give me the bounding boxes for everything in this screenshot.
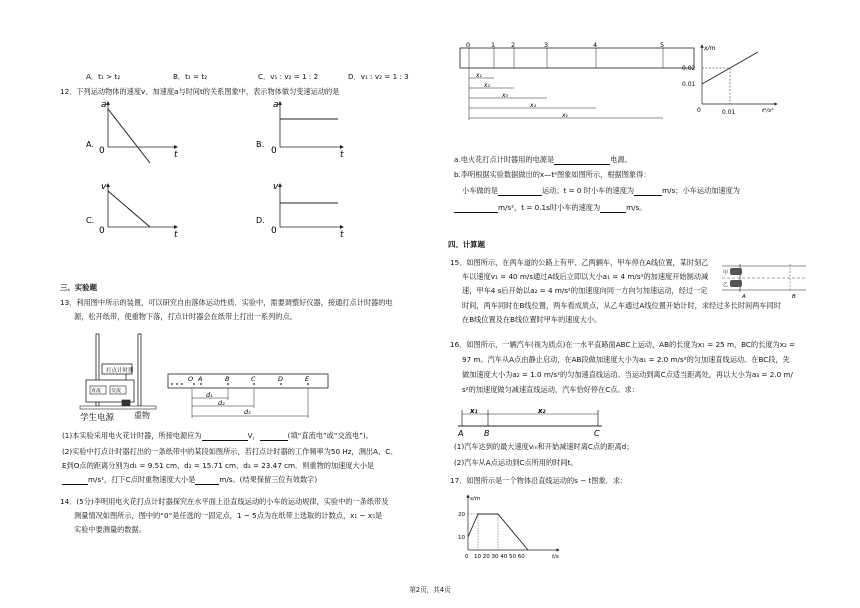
graph-a <box>86 100 178 163</box>
q17-xlabel: t/s <box>552 554 559 560</box>
q14-graph-xlabel: t²/s² <box>762 108 774 114</box>
graph-b <box>256 100 344 160</box>
q16-fig-x1: x₁ <box>470 407 478 415</box>
q13-part-2-line-3: m/s²，打下C点时重物速度大小是 m/s。(结果保留三位有效数字) <box>62 475 317 485</box>
tape-label-e: E <box>305 375 310 383</box>
q17-xticks-row: 10 20 30 40 50 60 <box>474 554 525 560</box>
fig-dc-label: 直流 <box>91 388 102 394</box>
q15-line-5: 在B线位置及在B线位置时甲车的速度大小。 <box>462 315 602 324</box>
q16-line-4: s²的加速度做匀减速直线运动，汽车恰好停在C点。求： <box>462 385 639 394</box>
graph-d <box>256 182 344 240</box>
page-footer: 第2页，共4页 <box>409 586 451 594</box>
graph-b-label: B. <box>256 140 265 149</box>
q16-fig-c: C <box>594 429 600 438</box>
q15-fig-a: A <box>742 294 746 300</box>
q14-graph-origin: 0 <box>697 107 701 114</box>
section-4-title: 四、计算题 <box>448 240 485 249</box>
q13-part-1: (1)本实验采用电火花计时器，所接电源应为 V， (填“直流电”或“交流电”)。 <box>62 431 373 440</box>
graph-a-origin: 0 <box>99 146 105 156</box>
graph-b-t: t <box>340 150 344 160</box>
q15-line-1: 15．如图所示，在两车道的公路上有甲、乙两辆车，甲车停在A线位置，某时刻乙 <box>450 258 709 267</box>
q16-fig-a: A <box>458 429 464 438</box>
fig-ac-label: 交流 <box>111 388 122 394</box>
tape-d1: d₁ <box>206 391 213 399</box>
tape-label-o: O <box>188 375 194 383</box>
q14-line-1: 14．(5分)李明用电火花打点计时器探究在水平面上沿直线运动的小车的运动规律，实验中的一条纸带及 <box>60 497 389 506</box>
q16-segment-figure <box>456 404 606 438</box>
q14-line-2: 测量情况如图所示，图中的“0”是任选的一固定点，1 ~ 5点为在纸带上选取的计数点，x₁ ~ x₅是 <box>74 511 383 520</box>
graph-d-axis: v <box>273 182 279 192</box>
q13-apparatus-figure <box>78 326 168 424</box>
q13-part-2-line-1: (2)实验中打点计时器打出的一条纸带中的某段如图所示，若打点计时器的工作频率为50 Hz，测出A、C、 <box>62 447 398 456</box>
q13-line-2: 源，松开纸带，使重物下落，打点计时器会在纸带上打出一系列的点。 <box>74 312 297 321</box>
tape-label-d: D <box>278 375 284 383</box>
graph-c <box>86 182 178 240</box>
q16-fig-b: B <box>484 429 490 438</box>
q14-tape-num-1: 1 <box>491 41 496 49</box>
q14-part-c: 小车做的是 运动；t = 0 时小车的速度为 m/s；小车运动加速度为 <box>462 186 740 195</box>
q14-x5: x₅ <box>562 112 568 119</box>
graph-c-label: C. <box>86 216 95 225</box>
q12-graphs <box>58 97 358 247</box>
q13-tape-figure <box>166 372 331 422</box>
fig-timer-label: 打点计时器 <box>106 368 134 374</box>
q14-tape-num-4: 4 <box>593 41 598 49</box>
q17-line: 17．如图所示是一个物体沿直线运动的s − t图象．求： <box>450 476 628 485</box>
graph-a-t: t <box>174 150 178 160</box>
q16-line-1: 16．如图所示，一辆汽车(视为质点)在一水平直路面ABC上运动，AB的长度为x₁ = 25 m，BC的长度为x₂ = <box>450 340 796 349</box>
q15-fig-yi: 乙 <box>723 282 729 288</box>
q11-option-c: C．v₁ : v₂ = 1 : 2 <box>258 72 319 81</box>
q17-ylabel: s/m <box>470 496 481 502</box>
q11-option-d: D．v₁ : v₂ = 1 : 3 <box>348 72 409 81</box>
q15-road-figure <box>720 260 810 300</box>
q14-part-b: b.李明根据实验数据做出的x—t²图象如图所示，根据图象得： <box>454 170 651 179</box>
q14-part-a: a.电火花打点计时器用的电源是 电源。 <box>454 155 632 164</box>
q16-line-3: 做加速度大小为a₂ = 1.0 m/s²的匀加速直线运动。当运动到离C点适当距离处，再以大小为a₃ = 2.0 m/ <box>462 370 793 379</box>
q11-option-b: B．t₁ = t₂ <box>173 72 208 81</box>
graph-c-t: t <box>174 230 178 240</box>
q14-graph-ylabel: x/m <box>704 45 716 52</box>
tape-d3: d₃ <box>244 408 251 416</box>
graph-d-label: D. <box>256 216 265 225</box>
q14-tape-num-5: 5 <box>660 41 665 49</box>
q12-stem: 12．下列运动物体的速度v、加速度a与时间t的关系图象中，表示物体做匀变速运动的是 <box>60 87 340 96</box>
q16-question-1: (1)汽车达到的最大速度vₘ和开始减速时离C点的距离d； <box>454 442 634 451</box>
graph-a-axis: a <box>101 100 107 110</box>
q14-x4: x₄ <box>530 102 536 109</box>
tape-label-a: A <box>198 375 203 383</box>
q14-tape-figure <box>458 40 696 126</box>
graph-d-origin: 0 <box>271 226 277 236</box>
q15-fig-jia: 甲 <box>723 270 729 276</box>
q14-tape-num-0: 0 <box>466 41 471 49</box>
q14-xt2-graph <box>678 40 788 124</box>
q14-tape-num-3: 3 <box>544 41 549 49</box>
q13-part-2-line-2: E到O点的距离分别为d₁ = 9.51 cm、d₂ = 15.71 cm、d₃ = 23.47 cm．则重物的加速度大小是 <box>62 461 375 470</box>
q14-x2: x₂ <box>484 82 490 89</box>
fig-weight-label: 重物 <box>134 411 150 420</box>
q16-line-2: 97 m。汽车从A点由静止启动，在AB段做加速度大小为a₁ = 2.0 m/s²的匀加速直线运动。在BC段，先 <box>462 355 790 364</box>
q11-option-a: A．t₁ > t₂ <box>86 72 121 81</box>
graph-b-axis: a <box>273 100 279 110</box>
q15-line-4: 时间，两车同时在B线位置，两车看成质点，从乙车通过A线位置开始计时，求经过多长时间两车同时 <box>462 301 781 310</box>
q14-x3: x₃ <box>502 92 508 99</box>
q16-question-2: (2)汽车从A点运动到C点所用的时间t。 <box>454 458 578 467</box>
fig-power-label: 学生电源 <box>80 413 115 423</box>
graph-c-axis: v <box>101 182 107 192</box>
q16-fig-x2: x₂ <box>538 407 546 415</box>
q14-graph-ytick-002: 0.02 <box>682 65 696 72</box>
graph-a-label: A. <box>86 140 94 149</box>
car-yi-icon <box>730 280 742 287</box>
q15-line-2: 车以速度v₁ = 40 m/s通过A线后立即以大小a₁ = 4 m/s²的加速度开始制动减 <box>462 272 709 281</box>
graph-b-origin: 0 <box>271 146 277 156</box>
graph-d-t: t <box>340 230 344 240</box>
section-3-title: 三、实验题 <box>60 283 97 292</box>
q13-line-1: 13．利用图中所示的装置，可以研究自由落体运动性质．实验中，需要调整好仪器，接通打点计时器的电 <box>60 298 393 307</box>
q17-st-graph <box>456 492 566 564</box>
q14-line-3: 实验中要测量的数据。 <box>74 525 146 534</box>
q14-part-d: m/s²，t = 0.1s时小车的速度为 m/s。 <box>454 203 647 213</box>
tape-label-c: C <box>251 375 256 383</box>
q17-ytick-20: 20 <box>458 512 465 518</box>
q17-ytick-10: 10 <box>458 535 465 541</box>
q15-line-3: 速，甲车4 s后开始以a₂ = 4 m/s²的加速度向同一方向匀加速运动，经过一定 <box>462 286 708 295</box>
q14-graph-ytick-001: 0.01 <box>682 81 696 88</box>
car-jia-icon <box>730 268 742 275</box>
q14-x1: x₁ <box>476 72 482 79</box>
graph-c-origin: 0 <box>99 226 105 236</box>
q17-xtick-0: 0 <box>465 554 469 560</box>
q15-fig-b: B <box>792 294 796 300</box>
tape-label-b: B <box>225 375 230 383</box>
q14-graph-xtick: 0.01 <box>722 109 736 116</box>
tape-d2: d₂ <box>218 399 225 407</box>
q14-tape-num-2: 2 <box>511 41 516 49</box>
